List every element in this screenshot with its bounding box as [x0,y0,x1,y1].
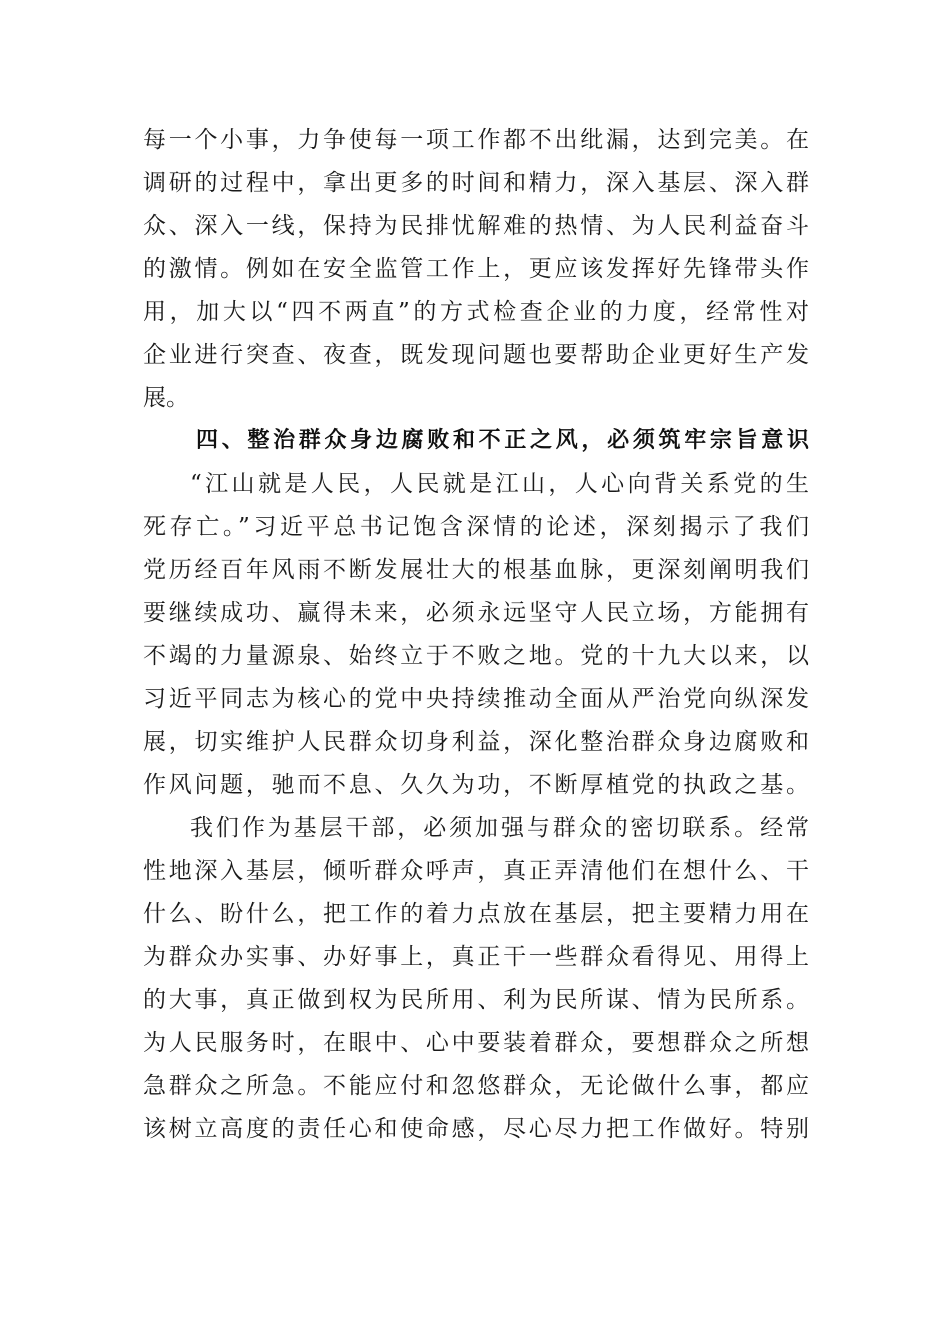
paragraph-1-line-2: 调研的过程中，拿出更多的时间和精力，深入基层、深入群 [143,170,809,196]
paragraph-1-line-7: 展。 [143,385,189,411]
paragraph-3-line-5: 的大事，真正做到权为民所用、利为民所谋、情为民所系。 [143,987,809,1013]
paragraph-3-line-4: 为群众办实事、办好事上，真正干一些群众看得见、用得上 [143,944,809,970]
section-heading: 四、整治群众身边腐败和不正之风，必须筑牢宗旨意识 [196,428,809,453]
paragraph-3-line-8: 该树立高度的责任心和使命感，尽心尽力把工作做好。特别 [143,1116,809,1142]
paragraph-1-line-1: 每一个小事，力争使每一项工作都不出纰漏，达到完美。在 [143,127,809,153]
paragraph-2-line-5: 不竭的力量源泉、始终立于不败之地。党的十九大以来，以 [143,643,809,669]
paragraph-1-line-3: 众、深入一线，保持为民排忧解难的热情、为人民利益奋斗 [143,213,809,239]
paragraph-2-line-3: 党历经百年风雨不断发展壮大的根基血脉，更深刻阐明我们 [143,557,809,583]
paragraph-1-line-6: 企业进行突查、夜查，既发现问题也要帮助企业更好生产发 [143,342,809,368]
paragraph-3-line-7: 急群众之所急。不能应付和忽悠群众，无论做什么事，都应 [143,1073,809,1099]
paragraph-2-line-4: 要继续成功、赢得未来，必须永远坚守人民立场，方能拥有 [143,600,809,626]
paragraph-3-line-1: 我们作为基层干部，必须加强与群众的密切联系。经常 [190,815,809,841]
paragraph-3-line-2: 性地深入基层，倾听群众呼声，真正弄清他们在想什么、干 [143,858,809,884]
paragraph-2-line-7: 展，切实维护人民群众切身利益，深化整治群众身边腐败和 [143,729,809,755]
paragraph-3-line-6: 为人民服务时，在眼中、心中要装着群众，要想群众之所想 [143,1030,809,1056]
paragraph-2-line-2: 死存亡。”习近平总书记饱含深情的论述，深刻揭示了我们 [143,514,809,540]
paragraph-3-line-3: 什么、盼什么，把工作的着力点放在基层，把主要精力用在 [143,901,809,927]
paragraph-1-line-5: 用，加大以“四不两直”的方式检查企业的力度，经常性对 [143,299,809,325]
paragraph-2-line-1: “江山就是人民，人民就是江山，人心向背关系党的生 [190,471,809,497]
paragraph-2-line-8: 作风问题，驰而不息、久久为功，不断厚植党的执政之基。 [143,772,809,798]
paragraph-1-line-4: 的激情。例如在安全监管工作上，更应该发挥好先锋带头作 [143,256,809,282]
paragraph-2-line-6: 习近平同志为核心的党中央持续推动全面从严治党向纵深发 [143,686,809,712]
